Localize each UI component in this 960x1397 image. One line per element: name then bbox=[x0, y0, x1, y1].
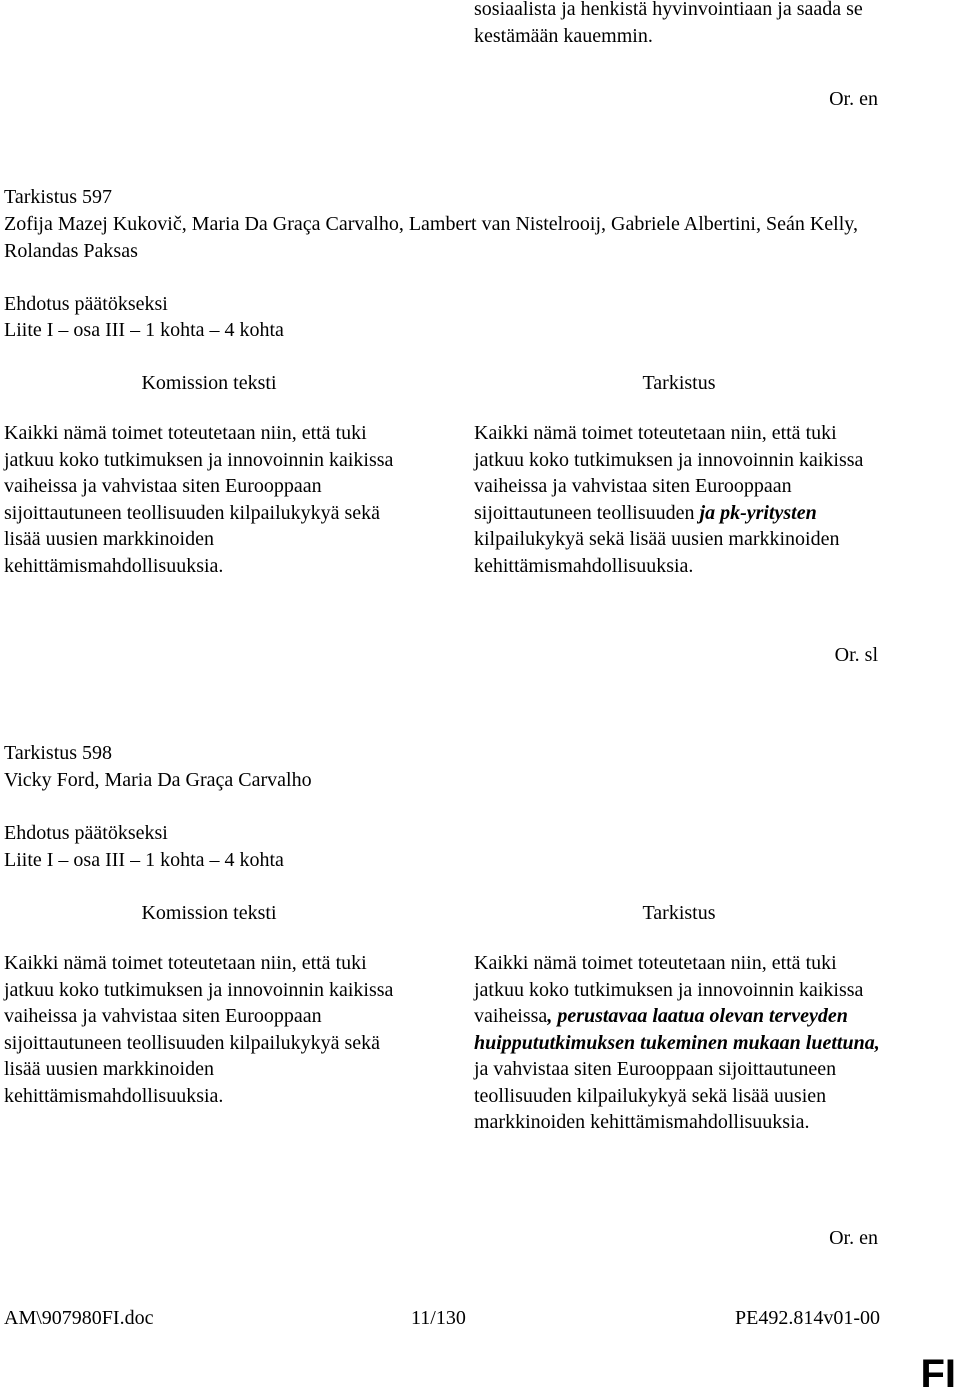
proposal-label: Ehdotus päätökseksi bbox=[4, 822, 168, 844]
amendment-title: Tarkistus 597 bbox=[4, 186, 113, 208]
origin-label: Or. en bbox=[829, 88, 878, 110]
inserted-text: ja pk-yritysten bbox=[699, 501, 817, 524]
proposal-label: Ehdotus päätökseksi bbox=[4, 293, 168, 315]
amendment-title: Tarkistus 598 bbox=[4, 742, 113, 764]
commission-text-heading: Komission teksti bbox=[141, 902, 277, 924]
text-segment: Kaikki nämä toimet toteutetaan niin, että tuki jatkuu koko tutkimuksen ja innovoinnin kaikissa vaiheissa bbox=[474, 952, 864, 1027]
inserted-text: , perustavaa laatua olevan terveyden huippututkimuksen tukeminen mukaan luettuna, bbox=[474, 1005, 880, 1054]
amendment-authors: Vicky Ford, Maria Da Graça Carvalho bbox=[4, 769, 312, 791]
footer-reference: PE492.814v01-00 bbox=[735, 1307, 880, 1329]
amendment-authors: Zofija Mazej Kukovič, Maria Da Graça Carvalho, Lambert van Nistelrooij, Gabriele Albertini, Seán Kelly, Rolandas Paksas bbox=[4, 213, 858, 262]
amendment-text bbox=[474, 950, 884, 1136]
text-segment: Kaikki nämä toimet toteutetaan niin, että tuki jatkuu koko tutkimuksen ja innovoinnin kaikissa vaiheissa ja vahvistaa siten Eurooppaan sijoittautuneen teollisuuden bbox=[474, 422, 864, 524]
text-segment: kilpailukykyä sekä lisää uusien markkinoiden kehittämismahdollisuuksia. bbox=[474, 528, 840, 577]
language-code: FI bbox=[920, 1352, 956, 1396]
reference-label: Liite I – osa III – 1 kohta – 4 kohta bbox=[4, 849, 284, 871]
continuation-text: sosiaalista ja henkistä hyvinvointiaan ja saada se kestämään kauemmin. bbox=[474, 0, 863, 47]
origin-label: Or. en bbox=[829, 1227, 878, 1249]
amendment-text bbox=[474, 420, 884, 579]
reference-label: Liite I – osa III – 1 kohta – 4 kohta bbox=[4, 319, 284, 341]
commission-text: Kaikki nämä toimet toteutetaan niin, että tuki jatkuu koko tutkimuksen ja innovoinnin kaikissa vaiheissa ja vahvistaa siten Eurooppaan sijoittautuneen teollisuuden kilpailukykyä sekä lisää uusien markkinoiden kehittämismahdollisuuksia. bbox=[4, 422, 394, 577]
footer-doc-name: AM\907980FI.doc bbox=[4, 1307, 154, 1329]
origin-label: Or. sl bbox=[834, 644, 878, 666]
commission-text: Kaikki nämä toimet toteutetaan niin, että tuki jatkuu koko tutkimuksen ja innovoinnin kaikissa vaiheissa ja vahvistaa siten Eurooppaan sijoittautuneen teollisuuden kilpailukykyä sekä lisää uusien markkinoiden kehittämismahdollisuuksia. bbox=[4, 952, 394, 1107]
footer-page-number: 11/130 bbox=[411, 1307, 466, 1329]
amendment-heading: Tarkistus bbox=[642, 902, 716, 924]
text-segment: ja vahvistaa siten Eurooppaan sijoittautuneen teollisuuden kilpailukykyä sekä lisää uusien markkinoiden kehittämismahdollisuuksia. bbox=[474, 1058, 837, 1133]
commission-text-heading: Komission teksti bbox=[141, 372, 277, 394]
amendment-heading: Tarkistus bbox=[642, 372, 716, 394]
